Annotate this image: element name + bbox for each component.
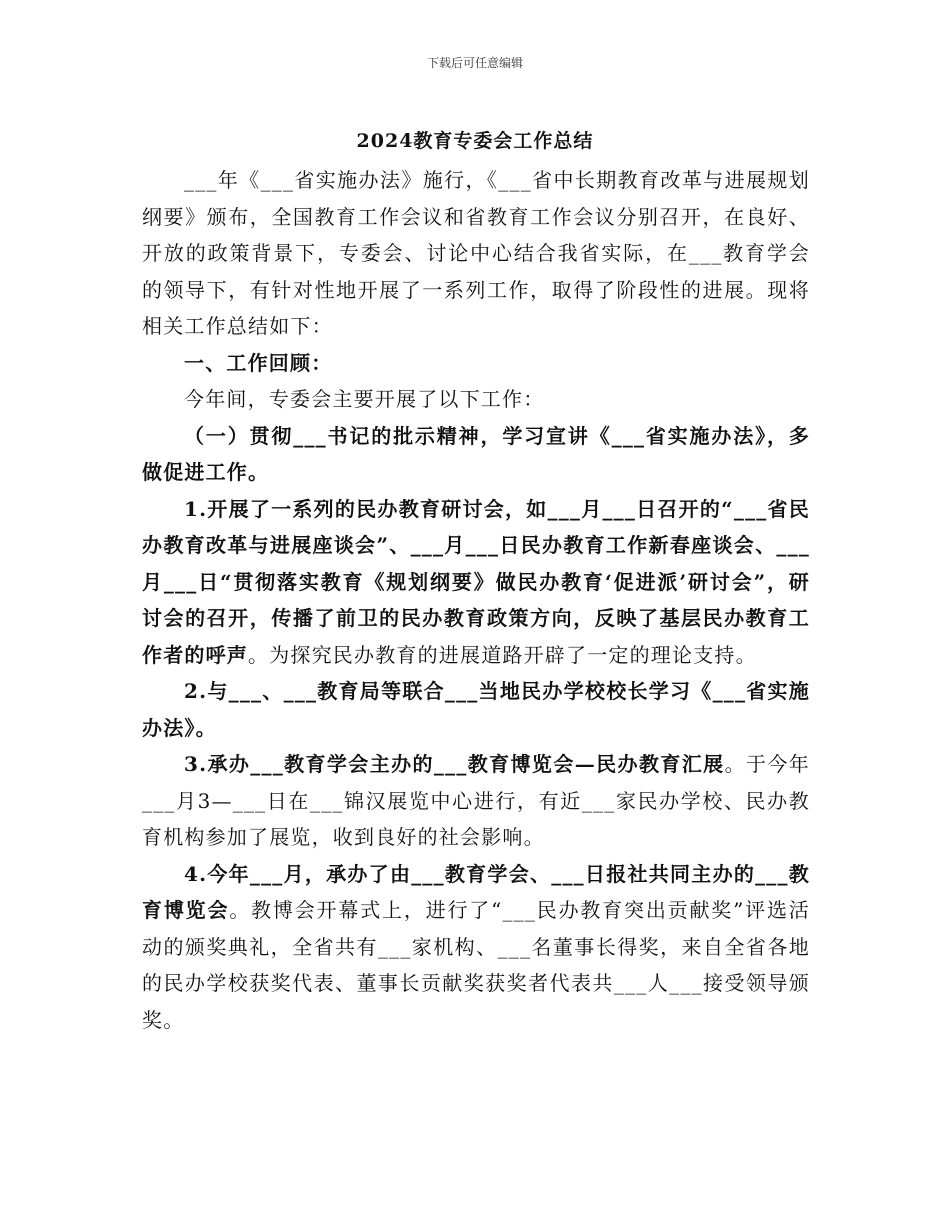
page-header: 下载后可任意编辑	[426, 56, 523, 70]
subsection-heading-text: （一）贯彻___书记的批示精神，学习宣讲《___省实施办法》，多做促进工作。	[142, 423, 810, 484]
list-item-bold-text: 2.与___、___教育局等联合___当地民办学校校长学习《___省实施办法》。	[142, 679, 810, 740]
list-item-text: 。为探究民办教育的进展道路开辟了一定的理论支持。	[248, 642, 757, 667]
section-heading-text: 一、工作回顾：	[184, 350, 333, 375]
subsection-heading-1	[142, 418, 810, 491]
intro-text: ___年《___省实施办法》施行，《___省中长期教育改革与进展规划纲要》颁布，全国教育工作会议和省教育工作会议分别召开，在良好、开放的政策背景下，专委会、讨论中心结合我省实际，在___教育学会的领导下，有针对性地开展了一系列工作，取得了阶段性的进展。现将相关工作总结如下：	[142, 168, 810, 338]
list-item-4	[142, 856, 810, 1039]
paragraph-text: 今年间，专委会主要开展了以下工作：	[184, 387, 545, 411]
list-item-3	[142, 746, 810, 856]
intro-paragraph	[142, 162, 810, 345]
list-item-text: 。于今年___月3—___日在___锦汉展览中心进行，有近___家民办学校、民办教育机构参加了展览，收到良好的社会影响。	[142, 752, 810, 849]
list-item-bold-text: 1.开展了一系列的民办教育研讨会，如___月___日召开的“___省民办教育改革与进展座谈会”、___月___日民办教育工作新春座谈会、___月___日“贯彻落实教育《规划纲要》做民办教育‘促进派’研讨会”，研讨会的召开，传播了前卫的民办教育政策方向，反映了基层民办教育工作者的呼声	[142, 496, 810, 667]
paragraph-work-intro	[142, 381, 810, 418]
document-title: 2024教育专委会工作总结	[356, 130, 594, 152]
section-heading-review	[142, 345, 810, 382]
list-item-bold-text: 4.今年___月，承办了由___教育学会、___日报社共同主办的___教育博览会	[142, 861, 810, 922]
list-item-1	[142, 491, 810, 674]
document-body	[142, 162, 810, 1038]
list-item-bold-text: 3.承办___教育学会主办的___教育博览会—民办教育汇展	[184, 752, 725, 776]
list-item-text: 。教博会开幕式上，进行了“___民办教育突出贡献奖”评选活动的颁奖典礼，全省共有___家机构、___名董事长得奖，来自全省各地的民办学校获奖代表、董事长贡献奖获奖者代表共___人___接受领导颁奖。	[142, 898, 810, 1032]
list-item-2	[142, 673, 810, 746]
